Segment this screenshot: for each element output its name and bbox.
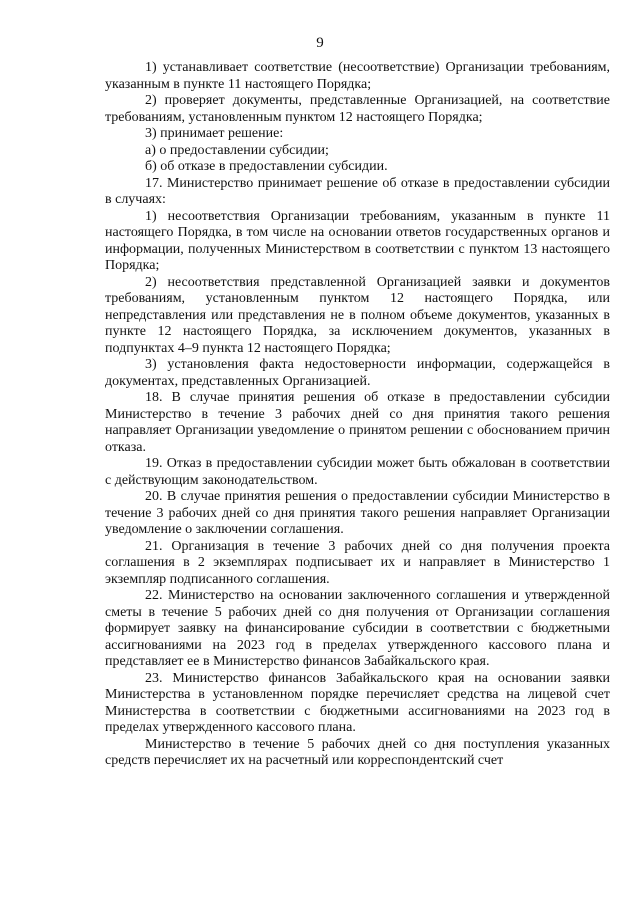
page-number: 9 — [316, 35, 324, 51]
paragraph-clause-19: 19. Отказ в предоставлении субсидии может быть обжалован в соответствии с действующим законодательством. — [105, 456, 610, 488]
paragraph-clause-17-item-3: 3) установления факта недостоверности информации, содержащейся в документах, представленных Организацией. — [105, 357, 610, 389]
paragraph-item-2: 2) проверяет документы, представленные Организацией, на соответствие требованиям, установленным пунктом 12 настоящего Порядка; — [105, 93, 610, 125]
paragraph-clause-17: 17. Министерство принимает решение об отказе в предоставлении субсидии в случаях: — [105, 175, 610, 207]
paragraph-clause-20: 20. В случае принятия решения о предоставлении субсидии Министерство в течение 3 рабочих дней со дня принятия такого решения направляет Организации уведомление о заключении соглашения. — [105, 489, 610, 537]
paragraph-clause-22: 22. Министерство на основании заключенного соглашения и утвержденной сметы в течение 5 рабочих дней со дня получения от Организации соглашения формирует заявку на финансирование субсидии в соответствии с бюджетными ассигнованиями на 2023 год в пределах утвержденного кассового плана и представляет ее в Министерство финансов Забайкальского края. — [105, 588, 610, 669]
paragraph-item-a: а) о предоставлении субсидии; — [145, 142, 329, 158]
paragraph-clause-21: 21. Организация в течение 3 рабочих дней со дня получения проекта соглашения в 2 экземплярах подписывает их и направляет в Министерство 1 экземпляр подписанного соглашения. — [105, 538, 610, 587]
paragraph-clause-17-item-1: 1) несоответствия Организации требованиям, указанным в пункте 11 настоящего Порядка, в том числе на основании ответов государственных органов и информации, полученных Министерством в соответствии с пунктом 13 настоящего Порядка; — [105, 208, 610, 273]
paragraph-clause-23: 23. Министерство финансов Забайкальского края на основании заявки Министерства в установленном порядке перечисляет средства на лицевой счет Министерства в соответствии с бюджетными ассигнованиями на 2023 год в пределах утвержденного кассового плана. — [105, 670, 610, 735]
paragraph-clause-23-continuation: Министерство в течение 5 рабочих дней со дня поступления указанных средств перечисляет их на расчетный или корреспондентский счет — [105, 736, 610, 768]
paragraph-item-3: 3) принимает решение: — [145, 126, 284, 141]
paragraph-clause-17-item-2: 2) несоответствия представленной Организацией заявки и документов требованиям, установленным пунктом 12 настоящего Порядка, или непредставления или представления не в полном объеме документов, указанных в пункте 12 настоящего Порядка, за исключением документов, указанных в подпунктах 4–9 пункта 12 настоящего Порядка; — [105, 274, 610, 356]
paragraph-clause-18: 18. В случае принятия решения об отказе в предоставлении субсидии Министерство в течение 3 рабочих дней со дня принятия такого решения направляет Организации уведомление о принятом решении с обоснованием причин отказа. — [105, 390, 610, 455]
document-body — [105, 60, 610, 770]
paragraph-item-b: б) об отказе в предоставлении субсидии. — [145, 159, 388, 174]
paragraph-item-1: 1) устанавливает соответствие (несоответствие) Организации требованиям, указанным в пункте 11 настоящего Порядка; — [105, 60, 610, 92]
